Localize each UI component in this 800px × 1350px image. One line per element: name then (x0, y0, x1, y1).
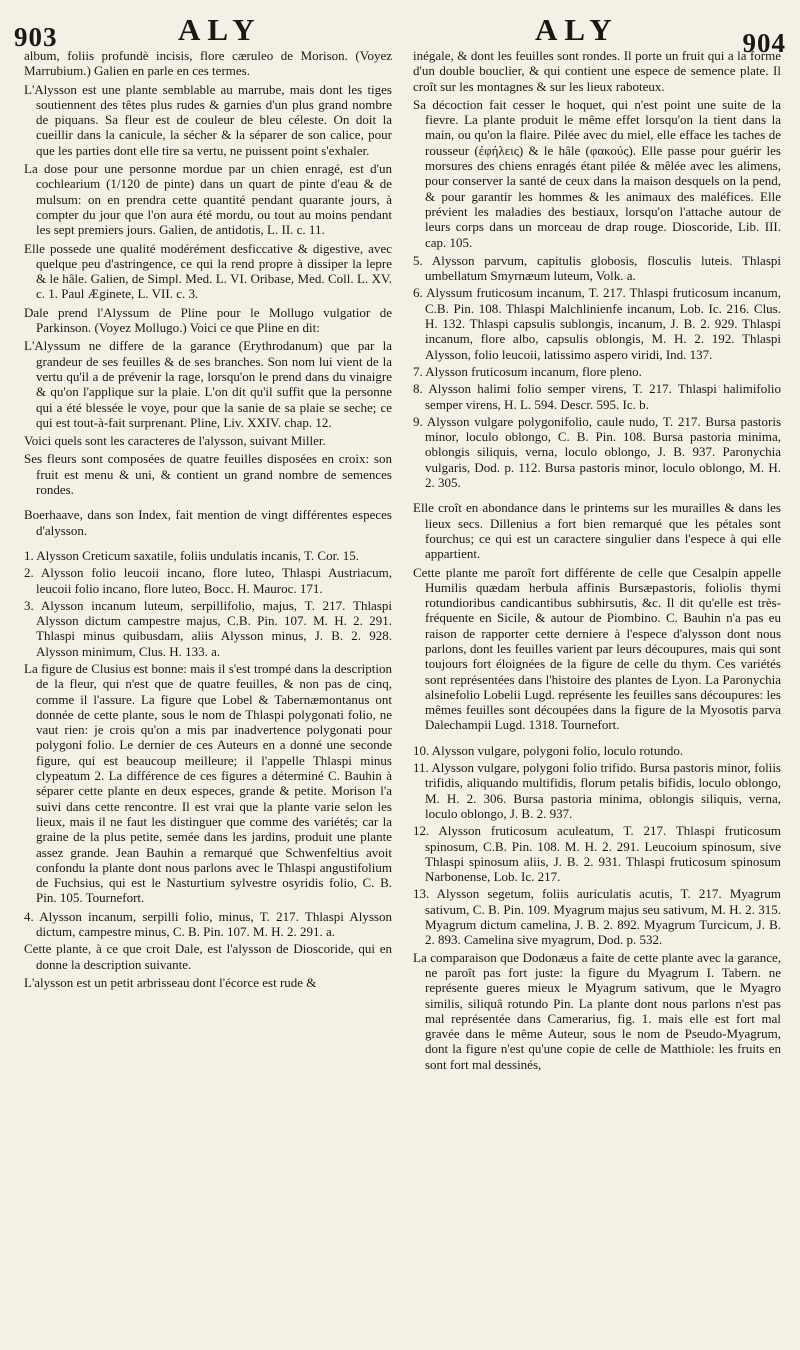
species-entry: 3. Alysson incanum luteum, serpillifolio, majus, T. 217. Thlaspi Alysson dictum campestre majus, C.B. Pin. 107. M. H. 2. 291. Thlaspi minus quibusdam, aliis Alysson minus, J. B. 2. 928. Alysson minimum, Clus. H. 133. a. (24, 597, 392, 659)
left-column (24, 48, 392, 993)
page-number-right: 904 (742, 28, 786, 58)
species-entry: 9. Alysson vulgare polygonifolio, caule nudo, T. 217. Bursa pastoris minor, loculo oblongo, C. B. Pin. 108. Bursa pastoria minima, oblongis siliquis, verna, loculo oblongo, J. B. 937. Paronychia vulgaris, Dod. p. 112. Bursa pastoris minor, loculo oblongo, M. H. 2. 305. (413, 413, 781, 491)
paragraph: La dose pour une personne mordue par un chien enragé, est d'un cochlearium (1/120 de pinte) dans un quart de pinte d'eau & de mulsum: on en prendra cette quantité pendant quarante jours, à compter du jour que l'on aura été mordu, ou tout au moins pendant les sept premiers jours. Galien, de antidotis, L. II. c. 11. (24, 161, 392, 238)
species-entry: 1. Alysson Creticum saxatile, foliis undulatis incanis, T. Cor. 15. (24, 547, 359, 563)
paragraph: Sa décoction fait cesser le hoquet, qui n'est point une suite de la fievre. La plante produit le même effet lorsqu'on la tient dans la main, ou qu'on la flaire. Pilée avec du miel, elle efface les taches de rousseur (ἐφήλεις) & le hâle (φακούς). Elle passe pour guérir les morsures des chiens enragés étant pilée & mêlée avec les alimens, pour conserver la santé de ceux dans la maison desquels on la pend, & pour garantir les hommes & les animaux des maléfices. Elle prévient les maladies des bestiaux, lorsqu'on l'attache autour de leurs corps dans un morceau de drap rouge. Dioscoride, Lib. III. cap. 105. (413, 96, 781, 250)
paragraph: Ses fleurs sont composées de quatre feuilles disposées en croix: son fruit est menu & uni, & contient un grand nombre de semences rondes. (24, 451, 392, 498)
paragraph: album, foliis profundè incisis, flore cæruleo de Morison. (Voyez Marrubium.) Galien en parle en ces termes. (24, 48, 392, 79)
paragraph: Cette plante me paroît fort différente de celle que Cesalpin appelle Humilis quædam herbula affinis Bursæpastoris, foliolis thymi rotundioribus candicantibus subhirsutis, &c. Il dit qu'elle est très-fréquente en Sicile, & autour de Piombino. C. Bauhin n'a pas eu raison de rapporter cette derniere à l'espece d'alysson dont nous parlons, dont les feuilles varient par leurs découpures, mais qui sont toujours fort éloignées de la figure de celle du thym. Ces variétés sont représentées dans l'histoire des plantes de Lyon. La Paronychia alsinefolio Lobelii Lugd. représente les feuilles sans découpures: les mêmes feuilles sont découpées dans la figure de la Myosotis parva Dalechampii Lugd. 1318. Tournefort. (413, 564, 781, 733)
page-number-left: 903 (14, 22, 58, 52)
paragraph: Boerhaave, dans son Index, fait mention de vingt différentes especes d'alysson. (24, 507, 392, 538)
paragraph: Dale prend l'Alyssum de Pline pour le Mollugo vulgatior de Parkinson. (Voyez Mollugo.) Voici ce que Pline en dit: (24, 304, 392, 336)
paragraph: Elle possede une qualité modérément desficcative & digestive, avec quelque peu d'astringence, ce qui la rend propre à dissiper la lepre & le hâle. Galien, de Simpl. Med. L. VI. Oribase, Med. Coll. L. XV. c. 1. Paul Æginete, L. VII. c. 3. (24, 240, 392, 302)
paragraph: inégale, & dont les feuilles sont rondes. Il porte un fruit qui a la forme d'un double bouclier, & qui contient une espece de semence plate. Il croît sur les montagnes & sur les lieux raboteux. (413, 48, 781, 94)
species-entry: 10. Alysson vulgare, polygoni folio, loculo rotundo. (413, 742, 684, 758)
running-header (0, 0, 800, 58)
species-entry: 12. Alysson fruticosum aculeatum, T. 217. Thlaspi fruticosum spinosum, C.B. Pin. 108. M. H. 2. 291. Leucoium spinosum, sive Thlaspi spinosum aliis, J. B. 2. 931. Thlaspi fruticosum spinosum Narbonense, Lob. Ic. 217. (413, 823, 781, 885)
paragraph: L'alysson est un petit arbrisseau dont l'écorce est rude & (24, 974, 317, 990)
species-entry: 6. Alyssum fruticosum incanum, T. 217. Thlaspi fruticosum incanum, C.B. Pin. 108. Thlaspi Malchlinienfe incanum, Lob. Ic. 216. Clus. H. 132. Thlaspi capsulis sublongis, incanum, J. B. 2. 929. Thlaspi incanum, flore albo, capsulis oblongis, M. H. 2. 192. Thlaspi Alysson, folio leucoii, latissimo aspero viridi, Ind. 137. (413, 285, 781, 362)
species-entry: 7. Alysson fruticosum incanum, flore pleno. (413, 363, 642, 379)
species-entry: 2. Alysson folio leucoii incano, flore luteo, Thlaspi Austriacum, leucoii folio incano, flore luteo, Bocc. H. Mauroc. 171. (24, 565, 392, 596)
paragraph: Elle croît en abondance dans le printems sur les murailles & dans les lieux secs. Dillenius a fort bien remarqué que les pétales sont fourchus; ce qui est un caractere singulier dans l'espece à qui elle appartient. (413, 500, 781, 562)
paragraph: L'Alyssum ne differe de la garance (Erythrodanum) que par la grandeur de ses feuilles & de ses branches. Son nom lui vient de la vertu qu'il a de prévenir la rage, lorsqu'on le prend dans du vinaigre & qu'on l'applique sur la plaie. L'on dit qu'il suffit que la personne qui a été blessée le voye, pour que la sanie de sa plaie se seche; ce qui est tout-à-fait surprenant. Pline, Liv. XXIV. chap. 12. (24, 338, 392, 430)
species-entry: 5. Alysson parvum, capitulis globosis, flosculis luteis. Thlaspi umbellatum Smyrnæum luteum, Volk. a. (413, 252, 781, 284)
species-entry: 13. Alysson segetum, foliis auriculatis acutis, T. 217. Myagrum sativum, C. B. Pin. 109. Myagrum majus seu sativum, M. H. 2. 315. Myagrum dictum camelina, J. B. 2. 892. Myagrum Turcicum, J. B. 2. 893. Camelina sive myagrum, Dod. p. 532. (413, 886, 781, 948)
paragraph: La comparaison que Dodonæus a faite de cette plante avec la garance, ne paroît pas fort juste: la figure du Myagrum I. Tabern. ne représente gueres mieux le Myagrum sativum, que le Myagro similis, siliquâ rotundo Pin. La plante dont nous parlons n'est pas mal représentée dans Camerarius, fig. 1. mais elle est fort mal gravée dans le même Auteur, sous le nom de Pseudo-Myagrum, dont la figure n'est qu'une copie de celle de Matthiole: les fruits en sont fort mal dessinés, (413, 949, 781, 1072)
species-entry: 4. Alysson incanum, serpilli folio, minus, T. 217. Thlaspi Alysson dictum, campestre minus, C. B. Pin. 107. M. H. 2. 291. a. (24, 908, 392, 940)
paragraph: La figure de Clusius est bonne: mais il s'est trompé dans la description de la fleur, qui n'est que de quatre feuilles, & non pas de cinq, comme il l'assure. La figure que Lobel & Tabernæmontanus ont donnée de cette plante, sous le nom de Thlaspi polygonati folio, ne vaut rien: je crois qu'on a mis par inadvertence polygonati pour polygoni folio. Le dernier de ces Auteurs en a donné une seconde figure, qui est beaucoup meilleure; il l'appelle Thlaspi minus clypeatum 2. La différence de ces figures a déterminé C. Bauhin à séparer cette plante en deux especes, grande & petite. Morison l'a suivi dans cette rencontre. Il est vrai que la plante varie selon les lieux, mais il ne faut les distinguer que comme des variétés; car la graine de la plus petite, semée dans les jardins, produit une plante assez grande. Jean Bauhin a remarqué que Schwenfeltius avoit confondu la plante dont nous parlons avec le Thlaspi angustifolium de Fuchsius, qui est le Nasturtium sylvestre osyridis folio, C. B. Pin. 105. Tournefort. (24, 660, 392, 906)
paragraph: Cette plante, à ce que croit Dale, est l'alysson de Dioscoride, qui en donne la description suivante. (24, 941, 392, 972)
species-entry: 11. Alysson vulgare, polygoni folio trifido. Bursa pastoris minor, foliis trifidis, aliquando multifidis, florum petalis bifidis, loculo oblongo, M. H. 2. 306. Bursa pastoria minima, oblongis siliquis, verna, loculo oblongo, J. B. 2. 937. (413, 760, 781, 821)
right-column (413, 48, 781, 1075)
running-title-left: ALY (178, 12, 262, 47)
running-title-right: ALY (535, 12, 619, 47)
paragraph: Voici quels sont les caracteres de l'alysson, suivant Miller. (24, 433, 326, 449)
species-entry: 8. Alysson halimi folio semper virens, T. 217. Thlaspi halimifolio semper virens, H. L. 594. Descr. 595. Ic. b. (413, 381, 781, 412)
paragraph: L'Alysson est une plante semblable au marrube, mais dont les tiges soutiennent des têtes plus rudes & garnies d'un plus grand nombre de piquans. Sa fleur est de couleur de bleu céleste. On doit la cueillir dans la canicule, la sécher & la séparer de son calice, pour que les parties dont elle tire sa vertu, ne puissent point s'exhaler. (24, 81, 392, 158)
